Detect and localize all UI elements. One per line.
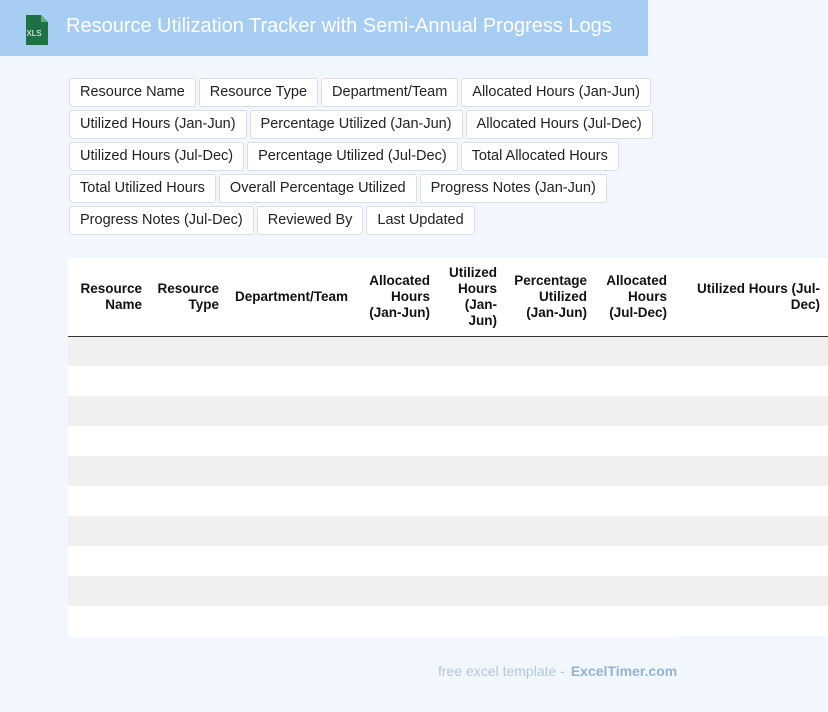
table-cell[interactable] bbox=[68, 516, 150, 546]
table-cell[interactable] bbox=[438, 336, 505, 366]
table-cell[interactable] bbox=[360, 366, 438, 396]
xls-icon-label: XLS bbox=[26, 29, 42, 38]
table-cell[interactable] bbox=[505, 486, 595, 516]
table-row bbox=[68, 456, 828, 486]
table-cell[interactable] bbox=[68, 576, 150, 606]
table-cell[interactable] bbox=[438, 366, 505, 396]
table-cell[interactable] bbox=[68, 396, 150, 426]
table-row bbox=[68, 486, 828, 516]
column-tag[interactable]: Percentage Utilized (Jan-Jun) bbox=[250, 110, 463, 139]
table-cell[interactable] bbox=[675, 606, 828, 636]
column-tag[interactable]: Resource Type bbox=[199, 78, 318, 107]
table-body bbox=[68, 336, 828, 636]
table-cell[interactable] bbox=[595, 396, 675, 426]
column-header: Percentage Utilized (Jan-Jun) bbox=[505, 258, 595, 336]
table-cell[interactable] bbox=[595, 336, 675, 366]
table-cell[interactable] bbox=[595, 366, 675, 396]
table-cell[interactable] bbox=[595, 546, 675, 576]
table-cell[interactable] bbox=[595, 456, 675, 486]
table-cell[interactable] bbox=[150, 336, 227, 366]
table-cell[interactable] bbox=[150, 486, 227, 516]
column-header: Utilized Hours (Jul-Dec) bbox=[675, 258, 828, 336]
table-cell[interactable] bbox=[438, 396, 505, 426]
column-tag[interactable]: Reviewed By bbox=[257, 206, 364, 235]
table-cell[interactable] bbox=[227, 366, 360, 396]
table-cell[interactable] bbox=[438, 546, 505, 576]
table-cell[interactable] bbox=[68, 336, 150, 366]
table-cell[interactable] bbox=[595, 426, 675, 456]
column-header: Resource Name bbox=[68, 258, 150, 336]
column-tag[interactable]: Last Updated bbox=[366, 206, 474, 235]
table-cell[interactable] bbox=[360, 516, 438, 546]
table-header-row bbox=[68, 258, 828, 336]
table-cell[interactable] bbox=[675, 486, 828, 516]
table-cell[interactable] bbox=[505, 576, 595, 606]
table-cell[interactable] bbox=[227, 606, 360, 636]
title-bar bbox=[0, 0, 648, 56]
table-cell[interactable] bbox=[360, 336, 438, 366]
table-cell[interactable] bbox=[595, 606, 675, 636]
column-tag[interactable]: Overall Percentage Utilized bbox=[219, 174, 417, 203]
page-title: Resource Utilization Tracker with Semi-Annual Progress Logs bbox=[66, 15, 612, 37]
table-row bbox=[68, 396, 828, 426]
table-cell[interactable] bbox=[227, 546, 360, 576]
table-cell[interactable] bbox=[150, 546, 227, 576]
table-cell[interactable] bbox=[360, 576, 438, 606]
table-cell[interactable] bbox=[68, 486, 150, 516]
column-tag[interactable]: Utilized Hours (Jan-Jun) bbox=[69, 110, 247, 139]
footer bbox=[438, 663, 677, 679]
table-row bbox=[68, 606, 828, 636]
table-cell[interactable] bbox=[360, 606, 438, 636]
column-tag[interactable]: Utilized Hours (Jul-Dec) bbox=[69, 142, 244, 171]
table-cell[interactable] bbox=[675, 396, 828, 426]
column-tag-list bbox=[69, 78, 681, 235]
table-cell[interactable] bbox=[150, 456, 227, 486]
table-cell[interactable] bbox=[438, 486, 505, 516]
column-tag[interactable]: Resource Name bbox=[69, 78, 196, 107]
column-header: Allocated Hours (Jul-Dec) bbox=[595, 258, 675, 336]
table-cell[interactable] bbox=[438, 576, 505, 606]
table-row bbox=[68, 426, 828, 456]
table-cell[interactable] bbox=[595, 486, 675, 516]
column-tag[interactable]: Total Allocated Hours bbox=[461, 142, 619, 171]
table-cell[interactable] bbox=[505, 396, 595, 426]
table-cell[interactable] bbox=[227, 576, 360, 606]
table-cell[interactable] bbox=[68, 426, 150, 456]
table-cell[interactable] bbox=[595, 516, 675, 546]
column-tag[interactable]: Progress Notes (Jul-Dec) bbox=[69, 206, 254, 235]
column-tag[interactable]: Total Utilized Hours bbox=[69, 174, 216, 203]
table-row bbox=[68, 336, 828, 366]
table-cell[interactable] bbox=[68, 546, 150, 576]
table-cell[interactable] bbox=[505, 606, 595, 636]
footer-text: free excel template - bbox=[438, 663, 565, 679]
table-cell[interactable] bbox=[227, 486, 360, 516]
table-row bbox=[68, 366, 828, 396]
table-cell[interactable] bbox=[150, 516, 227, 546]
column-tag[interactable]: Progress Notes (Jan-Jun) bbox=[420, 174, 607, 203]
table-row bbox=[68, 576, 828, 606]
table-cell[interactable] bbox=[360, 456, 438, 486]
column-tag[interactable]: Percentage Utilized (Jul-Dec) bbox=[247, 142, 458, 171]
table-cell[interactable] bbox=[150, 426, 227, 456]
table-cell[interactable] bbox=[438, 516, 505, 546]
table-cell[interactable] bbox=[438, 456, 505, 486]
table-cell[interactable] bbox=[227, 516, 360, 546]
table-cell[interactable] bbox=[675, 456, 828, 486]
column-tag[interactable]: Department/Team bbox=[321, 78, 458, 107]
table-cell[interactable] bbox=[675, 516, 828, 546]
table-cell[interactable] bbox=[505, 336, 595, 366]
table-cell[interactable] bbox=[150, 366, 227, 396]
table-cell[interactable] bbox=[505, 546, 595, 576]
tracker-table-container bbox=[68, 258, 820, 637]
table-cell[interactable] bbox=[227, 456, 360, 486]
table-row bbox=[68, 516, 828, 546]
table-cell[interactable] bbox=[505, 366, 595, 396]
table-cell[interactable] bbox=[505, 426, 595, 456]
table-cell[interactable] bbox=[150, 396, 227, 426]
table-cell[interactable] bbox=[68, 456, 150, 486]
table-cell[interactable] bbox=[675, 426, 828, 456]
column-header: Resource Type bbox=[150, 258, 227, 336]
table-cell[interactable] bbox=[227, 396, 360, 426]
table-cell[interactable] bbox=[227, 336, 360, 366]
table-cell[interactable] bbox=[360, 426, 438, 456]
table-cell[interactable] bbox=[68, 606, 150, 636]
table-cell[interactable] bbox=[595, 576, 675, 606]
table-cell[interactable] bbox=[360, 396, 438, 426]
footer-brand-link[interactable]: ExcelTimer.com bbox=[570, 663, 678, 679]
column-header: Allocated Hours (Jan-Jun) bbox=[360, 258, 438, 336]
table-cell[interactable] bbox=[360, 486, 438, 516]
column-header: Department/Team bbox=[227, 258, 360, 336]
table-cell[interactable] bbox=[675, 336, 828, 366]
table-cell[interactable] bbox=[360, 546, 438, 576]
column-tag[interactable]: Allocated Hours (Jul-Dec) bbox=[466, 110, 653, 139]
table-cell[interactable] bbox=[675, 546, 828, 576]
tracker-table bbox=[68, 258, 828, 636]
table-cell[interactable] bbox=[150, 576, 227, 606]
table-cell[interactable] bbox=[675, 366, 828, 396]
table-cell[interactable] bbox=[227, 426, 360, 456]
column-header: Utilized Hours (Jan-Jun) bbox=[438, 258, 505, 336]
table-cell[interactable] bbox=[505, 456, 595, 486]
table-cell[interactable] bbox=[675, 576, 828, 606]
table-cell[interactable] bbox=[68, 366, 150, 396]
table-cell[interactable] bbox=[438, 606, 505, 636]
table-row bbox=[68, 546, 828, 576]
table-cell[interactable] bbox=[505, 516, 595, 546]
table-cell[interactable] bbox=[150, 606, 227, 636]
table-cell[interactable] bbox=[438, 426, 505, 456]
xls-file-icon bbox=[20, 14, 52, 46]
column-tag[interactable]: Allocated Hours (Jan-Jun) bbox=[461, 78, 651, 107]
